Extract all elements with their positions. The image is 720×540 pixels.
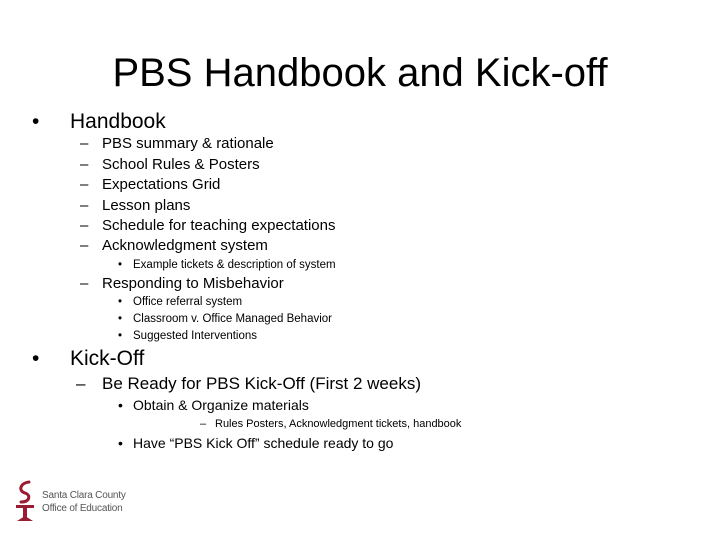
- logo-line-2: Office of Education: [42, 503, 123, 514]
- sccoe-logo: [12, 480, 142, 522]
- bullet-icon: •: [118, 330, 123, 342]
- slide-title: PBS Handbook and Kick-off: [112, 51, 608, 95]
- bullet-icon: •: [118, 435, 123, 451]
- bullet-icon: •: [118, 397, 123, 413]
- list-item: Responding to Misbehavior: [102, 275, 284, 292]
- dash-icon: –: [76, 374, 86, 393]
- list-item: Be Ready for PBS Kick-Off (First 2 weeks): [102, 374, 421, 393]
- dash-icon: –: [80, 197, 89, 214]
- bullet-icon: •: [118, 259, 123, 271]
- bullet-icon: •: [32, 347, 40, 370]
- dash-icon: –: [80, 237, 89, 254]
- list-item: Schedule for teaching expectations: [102, 217, 336, 234]
- list-item: Lesson plans: [102, 197, 191, 214]
- dash-icon: –: [80, 217, 89, 234]
- list-item: Expectations Grid: [102, 176, 221, 193]
- detail-item: Rules Posters, Acknowledgment tickets, handbook: [215, 418, 462, 430]
- sub-list-item: Example tickets & description of system: [133, 259, 336, 271]
- sub-list-item: Office referral system: [133, 296, 243, 308]
- dash-icon: –: [80, 176, 89, 193]
- sub-list-item: Classroom v. Office Managed Behavior: [133, 313, 332, 325]
- torch-icon: [12, 480, 38, 522]
- bullet-icon: •: [32, 110, 40, 133]
- list-item: PBS summary & rationale: [102, 135, 274, 152]
- list-item: School Rules & Posters: [102, 156, 260, 173]
- dash-icon: –: [80, 156, 89, 173]
- handbook-heading: Handbook: [70, 110, 166, 133]
- dash-icon: –: [200, 418, 207, 430]
- dash-icon: –: [80, 135, 89, 152]
- sub-list-item: Have “PBS Kick Off” schedule ready to go: [133, 435, 394, 451]
- bullet-icon: •: [118, 313, 123, 325]
- sub-list-item: Suggested Interventions: [133, 330, 258, 342]
- bullet-icon: •: [118, 296, 123, 308]
- sub-list-item: Obtain & Organize materials: [133, 397, 309, 413]
- kickoff-heading: Kick-Off: [70, 347, 145, 370]
- logo-line-1: Santa Clara County: [42, 490, 126, 501]
- list-item: Acknowledgment system: [102, 237, 268, 254]
- dash-icon: –: [80, 275, 89, 292]
